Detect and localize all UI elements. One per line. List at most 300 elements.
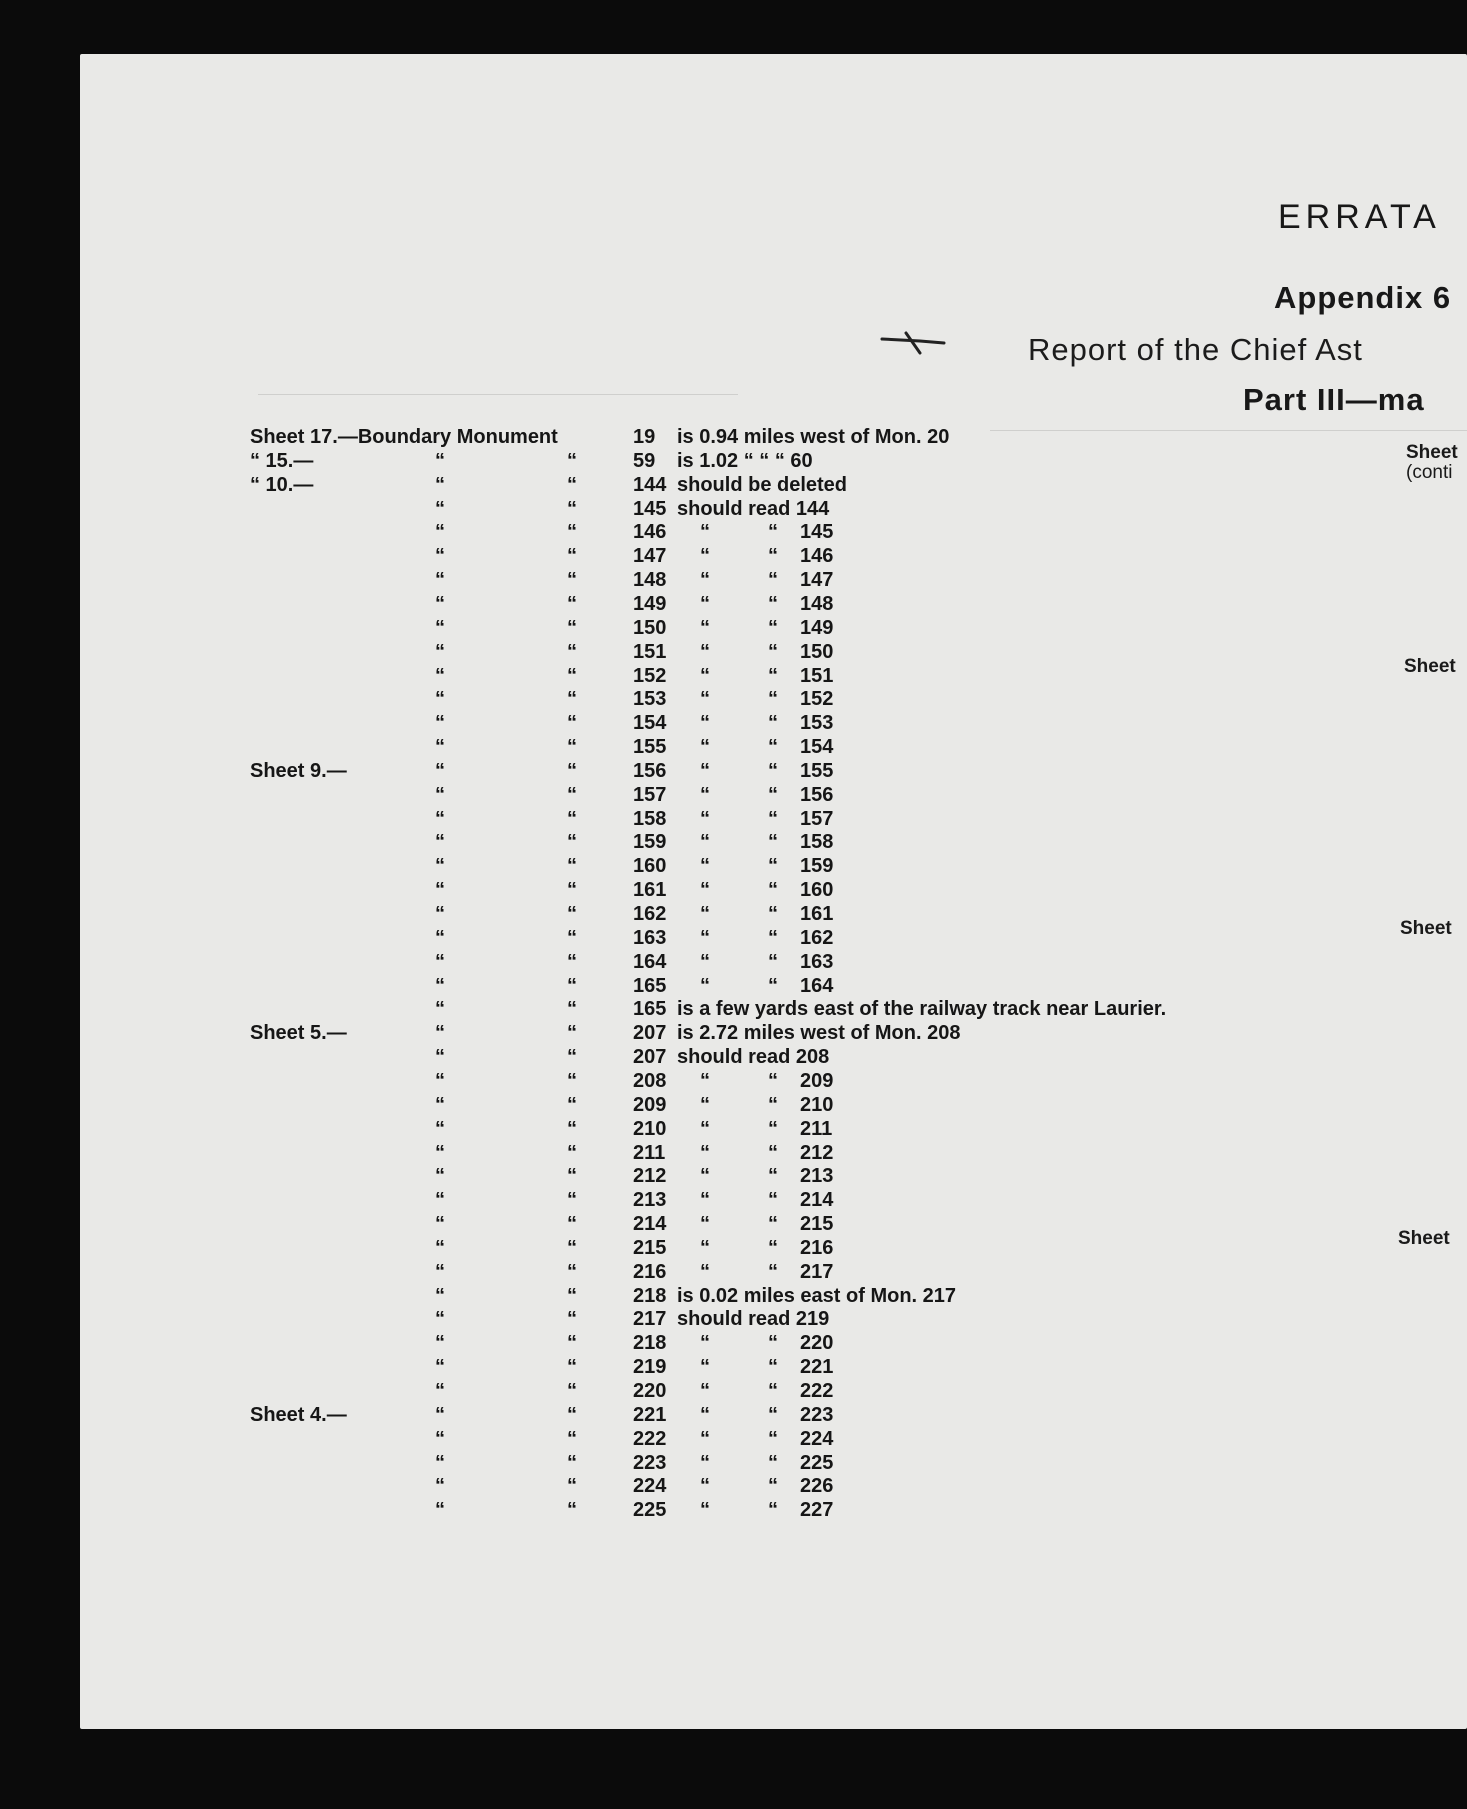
corrected-number: 163 <box>800 950 834 973</box>
monument-number: 218 <box>633 1332 667 1355</box>
ditto-mark: “ <box>700 521 710 544</box>
corrected-number: 147 <box>800 569 834 592</box>
errata-row <box>80 1189 1380 1213</box>
corrected-number: 152 <box>800 688 834 711</box>
correction-text: is 0.94 miles west of Mon. 20 <box>677 426 950 448</box>
ditto-mark: “ <box>700 1236 710 1259</box>
ditto-mark: “ <box>768 950 778 973</box>
ditto-mark: “ <box>700 1141 710 1164</box>
ditto-mark: “ <box>700 1356 710 1379</box>
ditto-mark: “ <box>567 1260 577 1283</box>
ditto-mark: “ <box>700 640 710 663</box>
ditto-mark: “ <box>768 712 778 735</box>
monument-number: 159 <box>633 831 667 854</box>
ditto-mark: “ <box>435 1046 445 1069</box>
ditto-mark: “ <box>700 1332 710 1355</box>
ditto-mark: “ <box>567 1213 577 1236</box>
ditto-mark: “ <box>567 807 577 830</box>
monument-number: 207 <box>633 1046 667 1069</box>
ditto-mark: “ <box>567 759 577 782</box>
corrected-number: 149 <box>800 616 834 639</box>
ditto-mark: “ <box>435 1069 445 1092</box>
monument-number: 154 <box>633 712 667 735</box>
ditto-mark: “ <box>768 736 778 759</box>
ditto-mark: “ <box>435 688 445 711</box>
ditto-mark: “ <box>435 1380 445 1402</box>
report-heading: Report of the Chief Ast <box>1028 332 1363 367</box>
errata-row <box>80 1118 1380 1142</box>
ditto-mark: “ <box>700 1427 710 1450</box>
ditto-mark: “ <box>768 688 778 711</box>
ditto-mark: “ <box>700 545 710 568</box>
errata-row <box>80 831 1380 855</box>
errata-row <box>80 1237 1380 1261</box>
ditto-mark: “ <box>435 1236 445 1259</box>
ditto-mark: “ <box>768 1117 778 1140</box>
monument-number: 19 <box>633 426 656 448</box>
monument-number: 163 <box>633 926 667 949</box>
monument-number: 146 <box>633 521 667 544</box>
appendix-heading: Appendix 6 <box>1274 280 1452 315</box>
corrected-number: 154 <box>800 736 834 759</box>
ditto-mark: “ <box>435 879 445 902</box>
ditto-mark: “ <box>567 473 577 496</box>
corrected-number: 221 <box>800 1356 834 1379</box>
ditto-mark: “ <box>435 926 445 949</box>
ditto-mark: “ <box>768 974 778 997</box>
ditto-mark: “ <box>435 1117 445 1140</box>
ditto-mark: “ <box>567 1451 577 1474</box>
ditto-mark: “ <box>768 1403 778 1426</box>
errata-row <box>80 808 1380 832</box>
monument-number: 225 <box>633 1499 667 1522</box>
ditto-mark: “ <box>700 1165 710 1188</box>
monument-number: 213 <box>633 1189 667 1212</box>
ditto-mark: “ <box>435 616 445 639</box>
ditto-mark: “ <box>567 1189 577 1212</box>
ditto-mark: “ <box>567 1093 577 1116</box>
ditto-mark: “ <box>435 1427 445 1450</box>
ditto-mark: “ <box>435 1308 445 1331</box>
ditto-mark: “ <box>768 1427 778 1450</box>
ditto-mark: “ <box>700 831 710 854</box>
errata-row <box>80 1094 1380 1118</box>
ditto-mark: “ <box>567 855 577 878</box>
ditto-mark: “ <box>567 1165 577 1188</box>
ditto-mark: “ <box>567 1380 577 1402</box>
errata-row <box>80 951 1380 975</box>
ditto-mark: “ <box>700 1069 710 1092</box>
ditto-mark: “ <box>567 1117 577 1140</box>
ditto-mark: “ <box>567 1475 577 1498</box>
monument-number: 218 <box>633 1284 667 1307</box>
ditto-mark: “ <box>567 950 577 973</box>
corrected-number: 151 <box>800 664 834 687</box>
ditto-mark: “ <box>567 1356 577 1379</box>
corrected-number: 211 <box>800 1117 833 1140</box>
ditto-mark: “ <box>567 497 577 520</box>
errata-row <box>80 1499 1380 1523</box>
errata-row <box>80 1380 1380 1404</box>
ditto-mark: “ <box>768 1141 778 1164</box>
ditto-mark: “ <box>435 569 445 592</box>
ditto-mark: “ <box>435 473 445 496</box>
monument-number: 215 <box>633 1236 667 1259</box>
ditto-mark: “ <box>567 974 577 997</box>
errata-title: ERRATA <box>1278 198 1441 236</box>
ditto-mark: “ <box>768 1451 778 1474</box>
errata-row <box>80 1022 1380 1046</box>
ditto-mark: “ <box>567 736 577 759</box>
ditto-mark: “ <box>567 640 577 663</box>
ditto-mark: “ <box>700 712 710 735</box>
ditto-mark: “ <box>768 1475 778 1498</box>
monument-number: 155 <box>633 736 667 759</box>
monument-number: 160 <box>633 855 667 878</box>
row-label: Sheet 9.— <box>250 759 347 782</box>
row-label: Sheet 5.— <box>250 1022 347 1045</box>
errata-row <box>80 1142 1380 1166</box>
ditto-mark: “ <box>768 1165 778 1188</box>
ditto-mark: “ <box>768 1069 778 1092</box>
ditto-mark: “ <box>700 926 710 949</box>
ditto-mark: “ <box>700 1403 710 1426</box>
ditto-mark: “ <box>700 783 710 806</box>
corrected-number: 160 <box>800 879 834 902</box>
ditto-mark: “ <box>700 903 710 925</box>
ditto-mark: “ <box>567 879 577 902</box>
corrected-number: 225 <box>800 1451 834 1474</box>
errata-page <box>80 54 1467 1729</box>
corrected-number: 146 <box>800 545 834 568</box>
ditto-mark: “ <box>768 807 778 830</box>
ditto-mark: “ <box>567 998 577 1021</box>
errata-row <box>80 1332 1380 1356</box>
errata-row <box>80 569 1380 593</box>
ditto-mark: “ <box>567 449 577 472</box>
monument-number: 220 <box>633 1380 667 1402</box>
pen-mark-icon <box>880 329 946 359</box>
row-label: Sheet 4.— <box>250 1403 347 1426</box>
corrected-number: 156 <box>800 783 834 806</box>
errata-row <box>80 903 1380 927</box>
ditto-mark: “ <box>435 1403 445 1426</box>
ditto-mark: “ <box>435 664 445 687</box>
correction-text: should be deleted <box>677 473 848 496</box>
ditto-mark: “ <box>768 1380 778 1402</box>
right-sheet-label: Sheet <box>1404 656 1456 677</box>
errata-row <box>80 1356 1380 1380</box>
monument-number: 164 <box>633 950 667 973</box>
monument-number: 165 <box>633 974 667 997</box>
ditto-mark: “ <box>435 998 445 1021</box>
monument-number: 145 <box>633 497 667 520</box>
errata-row <box>80 855 1380 879</box>
ditto-mark: “ <box>567 688 577 711</box>
ditto-mark: “ <box>768 521 778 544</box>
ditto-mark: “ <box>435 1451 445 1474</box>
ditto-mark: “ <box>700 592 710 615</box>
ditto-mark: “ <box>768 1236 778 1259</box>
ditto-mark: “ <box>768 640 778 663</box>
part-heading: Part III—ma <box>1243 382 1425 417</box>
corrected-number: 224 <box>800 1427 834 1450</box>
ditto-mark: “ <box>768 903 778 925</box>
errata-row <box>80 1285 1380 1309</box>
ditto-mark: “ <box>700 664 710 687</box>
monument-number: 217 <box>633 1308 667 1331</box>
monument-number: 162 <box>633 903 667 925</box>
right-continued-label: (conti <box>1406 462 1453 483</box>
corrected-number: 209 <box>800 1069 834 1092</box>
ditto-mark: “ <box>567 1236 577 1259</box>
ditto-mark: “ <box>567 1308 577 1331</box>
ditto-mark: “ <box>435 1093 445 1116</box>
divider-left <box>258 394 738 395</box>
ditto-mark: “ <box>435 1022 445 1045</box>
ditto-mark: “ <box>700 1117 710 1140</box>
ditto-mark: “ <box>567 712 577 735</box>
correction-text: is 1.02 “ “ “ 60 <box>677 449 813 472</box>
corrected-number: 222 <box>800 1380 834 1402</box>
correction-text: is a few yards east of the railway track near Laurier. <box>677 998 1167 1021</box>
ditto-mark: “ <box>435 1332 445 1355</box>
errata-row <box>80 593 1380 617</box>
monument-number: 151 <box>633 640 667 663</box>
monument-number: 156 <box>633 759 667 782</box>
corrected-number: 148 <box>800 592 834 615</box>
ditto-mark: “ <box>700 759 710 782</box>
errata-row <box>80 975 1380 999</box>
corrected-number: 157 <box>800 807 834 830</box>
ditto-mark: “ <box>567 1046 577 1069</box>
errata-row <box>80 760 1380 784</box>
corrected-number: 145 <box>800 521 834 544</box>
ditto-mark: “ <box>700 569 710 592</box>
monument-number: 157 <box>633 783 667 806</box>
ditto-mark: “ <box>768 783 778 806</box>
ditto-mark: “ <box>768 855 778 878</box>
ditto-mark: “ <box>700 807 710 830</box>
correction-text: should read 219 <box>677 1308 830 1331</box>
errata-row <box>80 736 1380 760</box>
monument-number: 214 <box>633 1213 667 1236</box>
correction-text: should read 208 <box>677 1046 830 1069</box>
ditto-mark: “ <box>435 974 445 997</box>
monument-number: 152 <box>633 664 667 687</box>
errata-row <box>80 879 1380 903</box>
ditto-mark: “ <box>567 783 577 806</box>
ditto-mark: “ <box>700 1380 710 1402</box>
ditto-mark: “ <box>435 1189 445 1212</box>
corrected-number: 223 <box>800 1403 834 1426</box>
ditto-mark: “ <box>435 1213 445 1236</box>
ditto-mark: “ <box>700 1475 710 1498</box>
corrected-number: 210 <box>800 1093 834 1116</box>
monument-number: 161 <box>633 879 667 902</box>
right-sheet-label: Sheet <box>1398 1228 1450 1249</box>
monument-number: 150 <box>633 616 667 639</box>
monument-number: 148 <box>633 569 667 592</box>
ditto-mark: “ <box>567 1141 577 1164</box>
monument-number: 224 <box>633 1475 667 1498</box>
row-label: Sheet 17.—Boundary Monument <box>250 426 558 448</box>
correction-text: is 0.02 miles east of Mon. 217 <box>677 1284 957 1307</box>
ditto-mark: “ <box>567 592 577 615</box>
ditto-mark: “ <box>567 903 577 925</box>
ditto-mark: “ <box>700 1093 710 1116</box>
ditto-mark: “ <box>435 1499 445 1522</box>
ditto-mark: “ <box>768 664 778 687</box>
monument-number: 223 <box>633 1451 667 1474</box>
ditto-mark: “ <box>700 1260 710 1283</box>
ditto-mark: “ <box>435 712 445 735</box>
errata-row <box>80 927 1380 951</box>
ditto-mark: “ <box>567 1069 577 1092</box>
ditto-mark: “ <box>435 759 445 782</box>
ditto-mark: “ <box>567 664 577 687</box>
corrected-number: 164 <box>800 974 834 997</box>
ditto-mark: “ <box>435 640 445 663</box>
ditto-mark: “ <box>768 592 778 615</box>
correction-text: is 2.72 miles west of Mon. 208 <box>677 1022 961 1045</box>
errata-row <box>80 426 1380 450</box>
errata-row <box>80 1308 1380 1332</box>
ditto-mark: “ <box>768 569 778 592</box>
monument-number: 207 <box>633 1022 667 1045</box>
corrected-number: 162 <box>800 926 834 949</box>
monument-number: 211 <box>633 1141 666 1164</box>
errata-row <box>80 641 1380 665</box>
ditto-mark: “ <box>700 879 710 902</box>
corrected-number: 215 <box>800 1213 834 1236</box>
monument-number: 209 <box>633 1093 667 1116</box>
monument-number: 216 <box>633 1260 667 1283</box>
corrected-number: 155 <box>800 759 834 782</box>
monument-number: 147 <box>633 545 667 568</box>
ditto-mark: “ <box>768 926 778 949</box>
errata-row <box>80 521 1380 545</box>
ditto-mark: “ <box>700 855 710 878</box>
ditto-mark: “ <box>567 1022 577 1045</box>
row-label: “ 10.— <box>250 473 314 496</box>
ditto-mark: “ <box>567 545 577 568</box>
ditto-mark: “ <box>435 855 445 878</box>
errata-row <box>80 688 1380 712</box>
monument-number: 221 <box>633 1403 667 1426</box>
errata-row <box>80 474 1380 498</box>
corrected-number: 226 <box>800 1475 834 1498</box>
errata-row <box>80 1452 1380 1476</box>
errata-row <box>80 1070 1380 1094</box>
corrected-number: 216 <box>800 1236 834 1259</box>
ditto-mark: “ <box>567 1332 577 1355</box>
corrected-number: 220 <box>800 1332 834 1355</box>
monument-number: 153 <box>633 688 667 711</box>
ditto-mark: “ <box>700 1213 710 1236</box>
corrected-number: 212 <box>800 1141 834 1164</box>
ditto-mark: “ <box>700 616 710 639</box>
corrected-number: 213 <box>800 1165 834 1188</box>
ditto-mark: “ <box>435 1141 445 1164</box>
ditto-mark: “ <box>567 521 577 544</box>
errata-row <box>80 1475 1380 1499</box>
ditto-mark: “ <box>435 1165 445 1188</box>
ditto-mark: “ <box>435 831 445 854</box>
ditto-mark: “ <box>768 831 778 854</box>
ditto-mark: “ <box>567 616 577 639</box>
ditto-mark: “ <box>435 903 445 925</box>
errata-row <box>80 498 1380 522</box>
ditto-mark: “ <box>768 545 778 568</box>
ditto-mark: “ <box>700 1189 710 1212</box>
ditto-mark: “ <box>435 1284 445 1307</box>
ditto-mark: “ <box>435 497 445 520</box>
monument-number: 219 <box>633 1356 667 1379</box>
errata-row <box>80 1213 1380 1237</box>
ditto-mark: “ <box>768 1260 778 1283</box>
ditto-mark: “ <box>700 1499 710 1522</box>
ditto-mark: “ <box>435 1260 445 1283</box>
corrected-number: 217 <box>800 1260 834 1283</box>
errata-row <box>80 545 1380 569</box>
row-label: “ 15.— <box>250 449 314 472</box>
ditto-mark: “ <box>435 783 445 806</box>
ditto-mark: “ <box>768 1093 778 1116</box>
ditto-mark: “ <box>768 759 778 782</box>
ditto-mark: “ <box>435 521 445 544</box>
corrected-number: 214 <box>800 1189 834 1212</box>
ditto-mark: “ <box>768 1213 778 1236</box>
ditto-mark: “ <box>567 1284 577 1307</box>
right-sheet-label: Sheet <box>1406 442 1458 463</box>
ditto-mark: “ <box>567 1499 577 1522</box>
ditto-mark: “ <box>435 1475 445 1498</box>
ditto-mark: “ <box>435 592 445 615</box>
errata-row <box>80 617 1380 641</box>
errata-row <box>80 1165 1380 1189</box>
ditto-mark: “ <box>435 950 445 973</box>
monument-number: 144 <box>633 473 667 496</box>
ditto-mark: “ <box>700 1451 710 1474</box>
ditto-mark: “ <box>567 1403 577 1426</box>
monument-number: 158 <box>633 807 667 830</box>
ditto-mark: “ <box>768 1356 778 1379</box>
ditto-mark: “ <box>435 449 445 472</box>
ditto-mark: “ <box>435 545 445 568</box>
corrected-number: 227 <box>800 1499 834 1522</box>
monument-number: 208 <box>633 1069 667 1092</box>
right-sheet-label: Sheet <box>1400 918 1452 939</box>
ditto-mark: “ <box>700 688 710 711</box>
ditto-mark: “ <box>567 569 577 592</box>
monument-number: 210 <box>633 1117 667 1140</box>
ditto-mark: “ <box>567 831 577 854</box>
errata-row <box>80 712 1380 736</box>
ditto-mark: “ <box>567 1427 577 1450</box>
corrected-number: 153 <box>800 712 834 735</box>
ditto-mark: “ <box>700 736 710 759</box>
errata-row <box>80 784 1380 808</box>
ditto-mark: “ <box>768 879 778 902</box>
monument-number: 165 <box>633 998 667 1021</box>
ditto-mark: “ <box>435 736 445 759</box>
monument-number: 222 <box>633 1427 667 1450</box>
ditto-mark: “ <box>435 807 445 830</box>
corrected-number: 159 <box>800 855 834 878</box>
corrected-number: 150 <box>800 640 834 663</box>
ditto-mark: “ <box>768 1332 778 1355</box>
